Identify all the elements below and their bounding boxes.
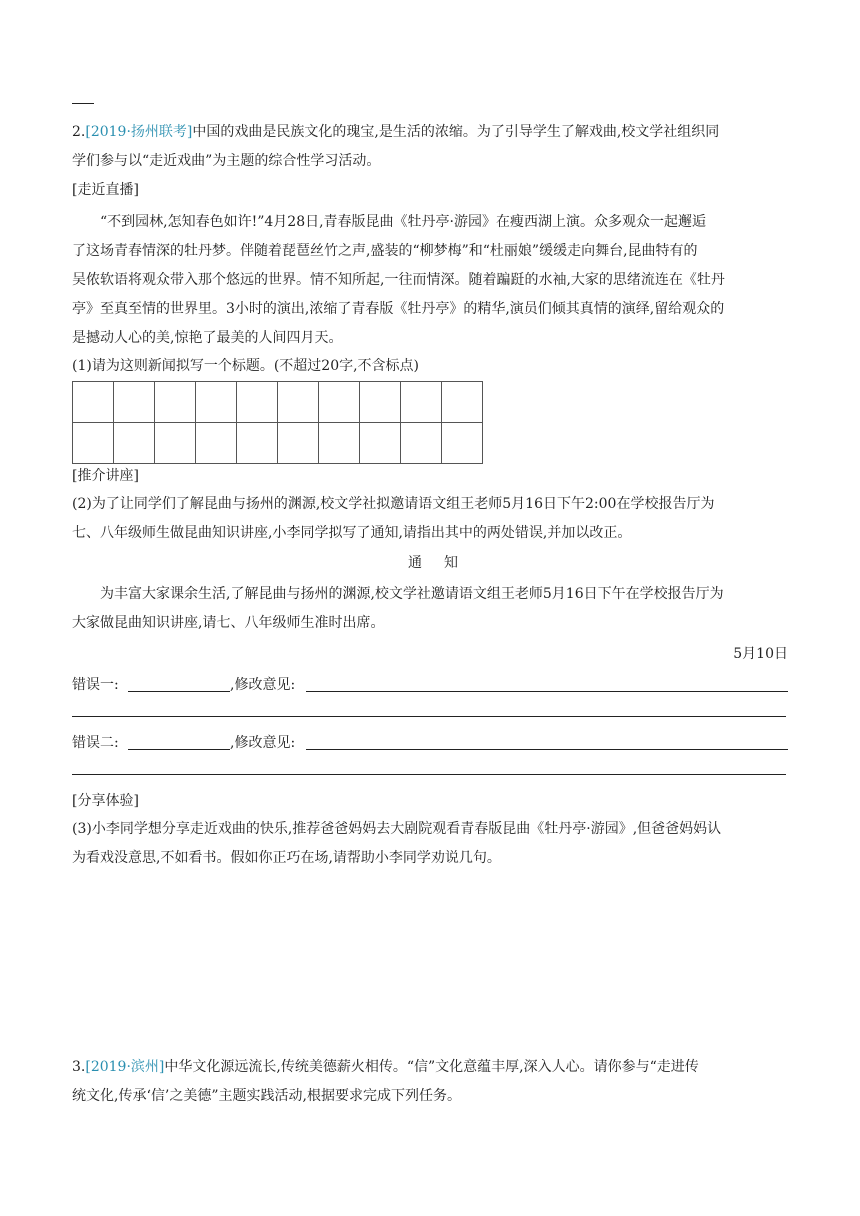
grid-cell[interactable] (401, 423, 442, 464)
grid-cell[interactable] (360, 423, 401, 464)
grid-cell[interactable] (237, 423, 278, 464)
q2-intro-line1: 中国的戏曲是民族文化的瑰宝,是生活的浓缩。为了引导学生了解戏曲,校文学社组织同 (192, 124, 720, 140)
q2-intro-line2: 学们参与以“走近戏曲”为主题的综合性学习活动。 (72, 153, 381, 169)
error-1-label: 错误一: (72, 677, 119, 693)
sub-question-1: (1)请为这则新闻拟写一个标题。(不超过20字,不含标点) (72, 358, 420, 374)
grid-cell[interactable] (155, 423, 196, 464)
grid-cell[interactable] (196, 423, 237, 464)
q3-source-tag: [2019·滨州] (85, 1059, 165, 1075)
grid-cell[interactable] (114, 382, 155, 423)
sub-question-3-line1: (3)小李同学想分享走近戏曲的快乐,推荐爸爸妈妈去大剧院观看青春版昆曲《牡丹亭·游园》,但爸爸妈妈认 (72, 821, 722, 837)
revise-2-blank[interactable] (306, 749, 788, 750)
section-heading-share: [分享体验] (72, 793, 139, 809)
grid-cell[interactable] (114, 423, 155, 464)
q2-source-tag: [2019·扬州联考] (85, 124, 193, 140)
q2-number: 2. (72, 124, 86, 140)
grid-cell[interactable] (237, 382, 278, 423)
error-1-blank[interactable] (128, 691, 230, 692)
answer-line-1[interactable] (72, 716, 786, 717)
grid-cell[interactable] (73, 382, 114, 423)
grid-cell[interactable] (319, 423, 360, 464)
revise-1-label: ,修改意见: (230, 677, 296, 693)
grid-cell[interactable] (278, 382, 319, 423)
grid-cell[interactable] (401, 382, 442, 423)
grid-cell[interactable] (278, 423, 319, 464)
grid-row (73, 382, 483, 423)
q3-intro (72, 1053, 792, 1082)
q3-line1: 中华文化源远流长,传统美德薪火相传。“信”文化意蕴丰厚,深入人心。请你参与“走进传 (164, 1059, 699, 1075)
notice-body-line1: 为丰富大家课余生活,了解昆曲与扬州的渊源,校文学社邀请语文组王老师5月16日下午在学校报告厅为 (100, 586, 724, 602)
news-line-2: 了这场青春情深的牡丹梦。伴随着琵琶丝竹之声,盛装的“柳梦梅”和“杜丽娘”缓缓走向舞台,昆曲特有的 (72, 243, 698, 259)
grid-row (73, 423, 483, 464)
header-rule (72, 103, 94, 104)
error-2-blank[interactable] (128, 749, 230, 750)
news-line-4: 亭》至真至情的世界里。3小时的演出,浓缩了青春版《牡丹亭》的精华,演员们倾其真情的演绎,留给观众的 (72, 301, 725, 317)
revise-1-blank[interactable] (306, 691, 788, 692)
grid-cell[interactable] (73, 423, 114, 464)
error-2-row (72, 732, 788, 752)
section-heading-live: [走近直播] (72, 182, 139, 198)
error-2-label: 错误二: (72, 735, 119, 751)
sub-question-3-line2: 为看戏没意思,不如看书。假如你正巧在场,请帮助小李同学劝说几句。 (72, 850, 501, 866)
grid-cell[interactable] (196, 382, 237, 423)
sub-question-2-line2: 七、八年级师生做昆曲知识讲座,小李同学拟写了通知,请指出其中的两处错误,并加以改正。 (72, 525, 632, 541)
grid-cell[interactable] (360, 382, 401, 423)
news-line-1: “不到园林,怎知春色如许!”4月28日,青春版昆曲《牡丹亭·游园》在瘦西湖上演。众多观众一起邂逅 (100, 214, 707, 230)
notice-date: 5月10日 (733, 646, 788, 662)
grid-cell[interactable] (442, 423, 483, 464)
q3-line2: 统文化,传承‘信’之美德”主题实践活动,根据要求完成下列任务。 (72, 1088, 461, 1104)
notice-title: 通知 (408, 555, 480, 571)
grid-cell[interactable] (155, 382, 196, 423)
revise-2-label: ,修改意见: (230, 735, 296, 751)
notice-body-line2: 大家做昆曲知识讲座,请七、八年级师生准时出席。 (72, 615, 385, 631)
error-1-row (72, 674, 788, 694)
section-heading-lecture: [推介讲座] (72, 468, 139, 484)
q3-number: 3. (72, 1059, 86, 1075)
title-writing-grid[interactable] (72, 381, 483, 464)
grid-cell[interactable] (319, 382, 360, 423)
news-line-5: 是撼动人心的美,惊艳了最美的人间四月天。 (72, 330, 343, 346)
answer-line-2[interactable] (72, 774, 786, 775)
sub-question-2-line1: (2)为了让同学们了解昆曲与扬州的渊源,校文学社拟邀请语文组王老师5月16日下午2:00在学校报告厅为 (72, 496, 715, 512)
grid-cell[interactable] (442, 382, 483, 423)
q2-intro (72, 118, 792, 147)
news-line-3: 吴侬软语将观众带入那个悠远的世界。情不知所起,一往而情深。随着蹁跹的水袖,大家的思绪流连在《牡丹 (72, 272, 725, 288)
